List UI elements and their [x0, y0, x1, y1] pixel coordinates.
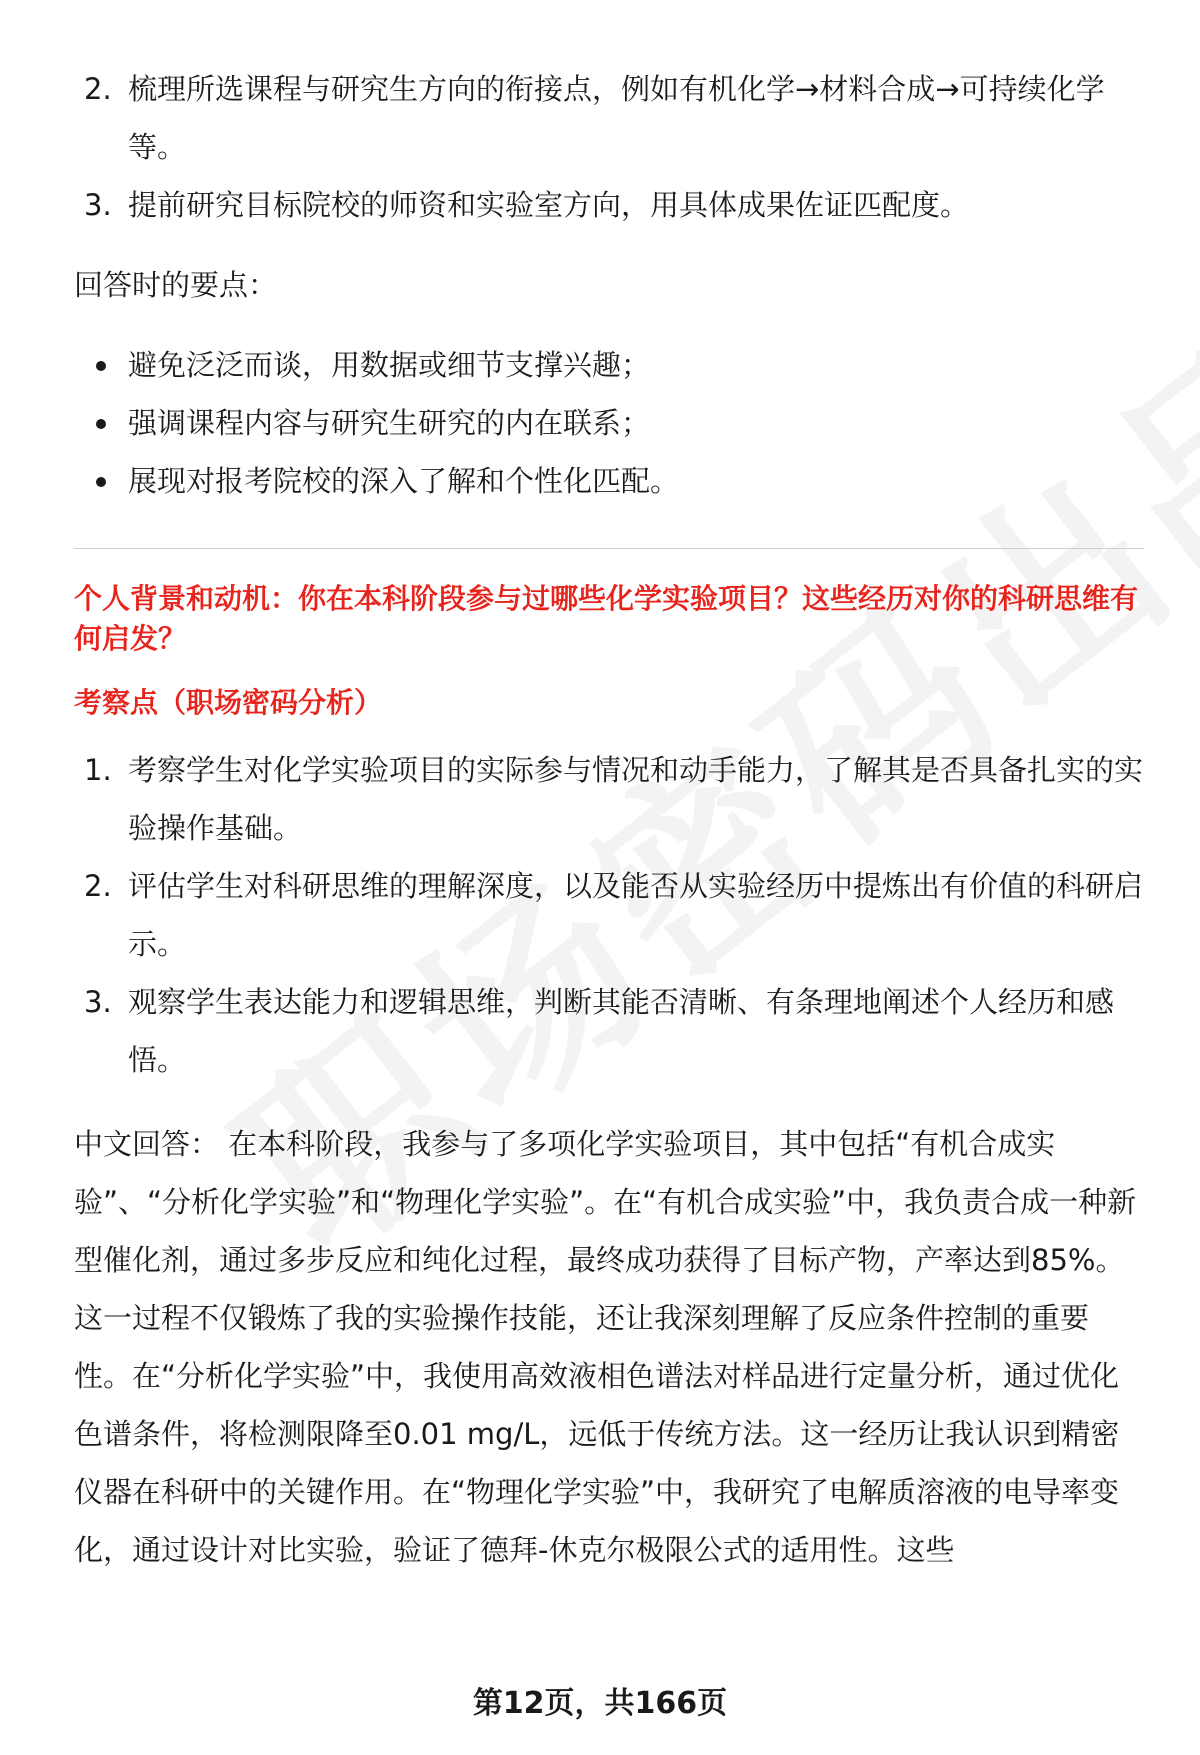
list-item-text: 提前研究目标院校的师资和实验室方向，用具体成果佐证匹配度。: [128, 188, 970, 222]
list-item-text: 考察学生对化学实验项目的实际参与情况和动手能力，了解其是否具备扎实的实验操作基础。: [128, 753, 1144, 845]
list-number: 2.: [84, 72, 112, 106]
chinese-answer-paragraph: 中文回答： 在本科阶段，我参与了多项化学实验项目，其中包括“有机合成实验”、“分析化学实验”和“物理化学实验”。在“有机合成实验”中，我负责合成一种新型催化剂，通过多步反应和纯化过程，最终成功获得了目标产物，产率达到85%。这一过程不仅锻炼了我的实验操作技能，还让我深刻理解了反应条件控制的重要性。在“分析化学实验”中，我使用高效液相色谱法对样品进行定量分析，通过优化色谱条件，将检测限降至0.01 mg/L，远低于传统方法。这一经历让我认识到精密仪器在科研中的关键作用。在“物理化学实验”中，我研究了电解质溶液的电导率变化，通过设计对比实验，验证了德拜-休克尔极限公式的适用性。这些: [74, 1127, 1137, 1567]
list-item: [74, 394, 1144, 452]
question-heading: 个人背景和动机：你在本科阶段参与过哪些化学实验项目？这些经历对你的科研思维有何启发？: [74, 582, 1139, 655]
list-item-text: 强调课程内容与研究生研究的内在联系；: [128, 406, 651, 440]
list-item: [74, 60, 1144, 176]
answer-points-label: 回答时的要点：: [74, 268, 278, 302]
top-numbered-list: [74, 60, 1144, 234]
list-item: [74, 176, 1144, 234]
list-number: 2.: [84, 869, 112, 903]
list-item: [74, 973, 1144, 1089]
list-item-text: 展现对报考院校的深入了解和个性化匹配。: [128, 464, 680, 498]
list-item: [74, 741, 1144, 857]
bullet-icon: [96, 361, 106, 371]
section-divider: [74, 548, 1144, 549]
list-number: 1.: [84, 753, 112, 787]
list-item-text: 梳理所选课程与研究生方向的衔接点，例如有机化学→材料合成→可持续化学等。: [128, 72, 1105, 164]
exam-points-heading: 考察点（职场密码分析）: [74, 686, 383, 719]
list-item-text: 避免泛泛而谈，用数据或细节支撑兴趣；: [128, 348, 651, 382]
list-item-text: 评估学生对科研思维的理解深度，以及能否从实验经历中提炼出有价值的科研启示。: [128, 869, 1144, 961]
list-number: 3.: [84, 188, 112, 222]
page-content: [74, 60, 1144, 1579]
page-footer: 第12页，共166页: [472, 1686, 728, 1721]
answer-points-list: [74, 336, 1144, 510]
list-item: [74, 452, 1144, 510]
bullet-icon: [96, 419, 106, 429]
list-item: [74, 857, 1144, 973]
list-item: [74, 336, 1144, 394]
list-number: 3.: [84, 985, 112, 1019]
exam-points-list: [74, 741, 1144, 1089]
bullet-icon: [96, 477, 106, 487]
list-item-text: 观察学生表达能力和逻辑思维，判断其能否清晰、有条理地阐述个人经历和感悟。: [128, 985, 1115, 1077]
